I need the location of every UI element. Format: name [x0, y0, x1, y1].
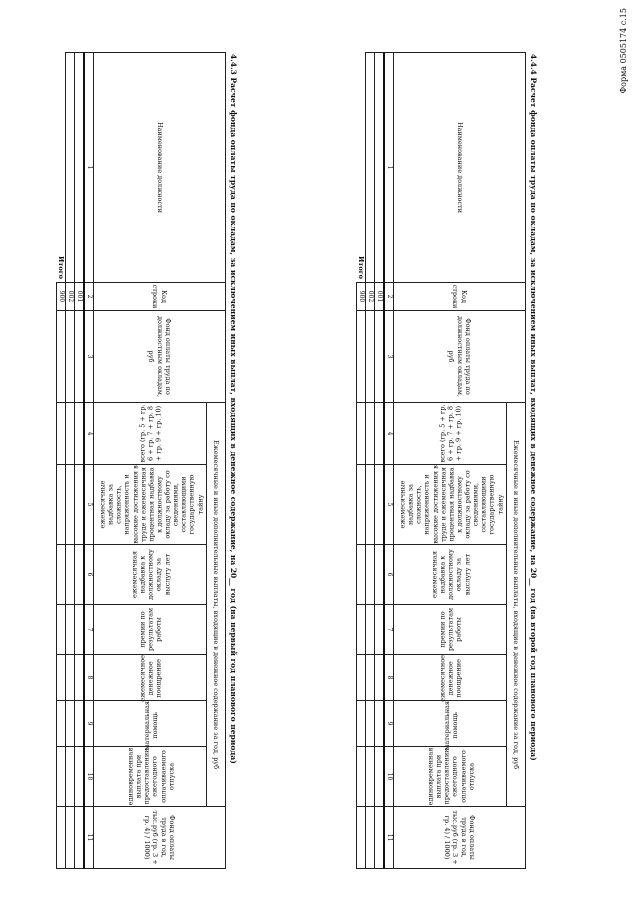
col-header-salary-fund [94, 311, 226, 403]
table-cell[interactable] [57, 403, 66, 465]
header-text: ежемесячное денежное поощрение [138, 655, 163, 702]
payroll-table [356, 52, 526, 869]
table-cell[interactable] [57, 465, 66, 545]
table-cell[interactable] [66, 311, 75, 403]
table-cell[interactable] [57, 807, 66, 869]
table-cell[interactable] [366, 403, 375, 465]
total-label: Итого [356, 256, 365, 279]
header-text: всего (гр. 5 + гр. 6 + гр. 7 + гр. 8 + гр. 9 + гр. 10) [438, 404, 463, 463]
col-header-code [394, 283, 526, 311]
cell-label: 8 [84, 655, 94, 701]
table-cell[interactable] [375, 605, 385, 655]
table-cell[interactable] [357, 311, 366, 403]
table-cell[interactable] [75, 403, 85, 465]
table-cell[interactable] [357, 655, 366, 701]
column-numbers-row [384, 53, 394, 869]
table-cell[interactable] [375, 465, 385, 545]
header-text: Ежемесячные и иные дополнительные выплаты, входящие в денежное содержание за год, руб [212, 440, 221, 769]
section-caption: 4.4.3 Расчет фонда оплаты труда по окладам, за исключением иных выплат, входящих в денежное содержание, на 20__ год (на первый год планового периода) [229, 54, 238, 764]
cell-label: 2 [384, 283, 394, 311]
col-header-group [507, 403, 526, 807]
payroll-table [56, 52, 226, 869]
table-cell[interactable] [366, 545, 375, 605]
input-cell[interactable] [66, 53, 75, 283]
cell-label: 001 [375, 283, 385, 311]
table-cell[interactable] [57, 655, 66, 701]
table-cell[interactable] [75, 701, 85, 747]
col-header-premiums [394, 605, 507, 655]
total-row [357, 53, 366, 869]
table-cell[interactable] [375, 701, 385, 747]
table-cell[interactable] [75, 311, 85, 403]
cell-label: 5 [84, 465, 94, 545]
cell-label: 002 [366, 283, 375, 311]
table-cell[interactable] [66, 605, 75, 655]
table-cell[interactable] [75, 747, 85, 807]
input-cell[interactable] [366, 53, 375, 283]
table-cell[interactable] [57, 701, 66, 747]
col-header-incentive [94, 655, 207, 701]
col-header-bonus-complexity [394, 465, 507, 545]
table-cell[interactable] [66, 545, 75, 605]
header-text: единовременная выплата при предоставлении ежегодного оплачиваемого отпуска [426, 747, 476, 806]
header-text: ежемесячные надбавка за сложность, напряженность и высокие достижения в труде и ежемесячная процентная надбавка к должностному окладу за работу со сведениями, составляющими государственную тайну [398, 465, 504, 544]
table-cell[interactable] [366, 311, 375, 403]
section-caption: 4.4.4 Расчет фонда оплаты труда по окладам, за исключением иных выплат, входящих в денежное содержание, на 20__ год (на второй год планового периода) [529, 54, 538, 761]
table-cell[interactable] [66, 403, 75, 465]
table-cell[interactable] [75, 807, 85, 869]
col-header-annual-fund [94, 807, 226, 869]
table-cell[interactable] [366, 747, 375, 807]
table-cell[interactable] [375, 403, 385, 465]
section-first-year [56, 52, 238, 868]
col-header-vacation-payment [394, 747, 507, 807]
header-text: Код строки [451, 284, 468, 309]
cell-label: 10 [84, 747, 94, 807]
col-header-total [94, 403, 207, 465]
header-text: единовременная выплата при предоставлении ежегодного оплачиваемого отпуска [126, 747, 176, 806]
table-cell[interactable] [375, 807, 385, 869]
input-cell[interactable] [75, 53, 85, 283]
header-text: материальная помощь [142, 701, 159, 750]
col-header-premiums [94, 605, 207, 655]
form-identifier: Форма 0505174 с.15 [619, 8, 628, 94]
header-text: Ежемесячные и иные дополнительные выплаты, входящие в денежное содержание за год, руб [512, 440, 521, 769]
cell-label: 4 [84, 403, 94, 465]
col-header-material-aid [394, 701, 507, 750]
table-row [75, 53, 85, 869]
col-header-position [94, 53, 226, 283]
table-cell[interactable] [357, 465, 366, 545]
total-label: Итого [56, 256, 65, 279]
cell-label: 4 [384, 403, 394, 465]
table-row [366, 53, 375, 869]
table-cell[interactable] [366, 701, 375, 747]
table-cell[interactable] [57, 311, 66, 403]
col-header-incentive [394, 655, 507, 701]
cell-label: 3 [84, 311, 94, 403]
col-header-bonus-complexity [94, 465, 207, 545]
table-cell[interactable] [357, 701, 366, 747]
table-cell[interactable] [66, 655, 75, 701]
table-cell[interactable] [57, 605, 66, 655]
section-second-year [356, 52, 538, 868]
cell-label: 1 [384, 53, 394, 283]
header-text: ежемесячные надбавка за сложность, напряженность и высокие достижения в труде и ежемесячная процентная надбавка к должностному окладу за работу со сведениями, составляющими государственную тайну [98, 465, 204, 544]
table-cell[interactable] [57, 545, 66, 605]
header-text: Код строки [151, 284, 168, 309]
table-cell[interactable] [66, 465, 75, 545]
header-text: ежемесячная надбавка к должностному окладу за выслугу лет [430, 549, 472, 600]
cell-label: 9 [84, 701, 94, 747]
cell-label: 001 [75, 283, 85, 311]
table-cell[interactable] [75, 465, 85, 545]
cell-label: 11 [384, 807, 394, 869]
table-cell[interactable] [357, 403, 366, 465]
table-cell[interactable] [57, 747, 66, 807]
header-text: премии по результатам работы [438, 607, 463, 652]
table-cell[interactable] [366, 807, 375, 869]
table-cell[interactable] [357, 605, 366, 655]
table-cell[interactable] [66, 807, 75, 869]
col-header-seniority [94, 545, 207, 605]
cell-label: 3 [384, 311, 394, 403]
table-cell[interactable] [375, 311, 385, 403]
cell-label: 6 [84, 545, 94, 605]
cell-label: 9 [384, 701, 394, 747]
table-cell[interactable] [75, 605, 85, 655]
cell-label: 1 [84, 53, 94, 283]
header-text: ежемесячное денежное поощрение [438, 655, 463, 702]
table-cell[interactable] [75, 545, 85, 605]
cell-label: 002 [66, 283, 75, 311]
header-text: Фонд оплаты труда в год, тыс.руб (гр. 3 + гр. 4) / 1000) [443, 810, 476, 865]
table-row [66, 53, 75, 869]
input-cell[interactable] [375, 53, 385, 283]
table-cell[interactable] [366, 605, 375, 655]
cell-label: 900 [357, 283, 366, 311]
header-text: материальная помощь [442, 701, 459, 750]
col-header-position [394, 53, 526, 283]
cell-label: 5 [384, 465, 394, 545]
cell-label: 7 [84, 605, 94, 655]
table-cell[interactable] [357, 807, 366, 869]
table-cell[interactable] [375, 655, 385, 701]
header-text: Наименование должности [455, 122, 464, 213]
table-cell[interactable] [357, 545, 366, 605]
table-cell[interactable] [75, 655, 85, 701]
cell-label: 8 [384, 655, 394, 701]
col-header-code [94, 283, 226, 311]
col-header-seniority [394, 545, 507, 605]
cell-label: 6 [384, 545, 394, 605]
header-text: Наименование должности [155, 122, 164, 213]
header-text: Фонд оплаты труда в год, тыс.руб (гр. 3 + гр. 4) / 1000) [143, 810, 176, 865]
col-header-vacation-payment [94, 747, 207, 807]
col-header-salary-fund [394, 311, 526, 403]
header-text: ежемесячная надбавка к должностному окладу за выслугу лет [130, 549, 172, 600]
col-header-material-aid [94, 701, 207, 750]
table-cell[interactable] [357, 747, 366, 807]
table-cell[interactable] [375, 545, 385, 605]
table-cell[interactable] [366, 465, 375, 545]
col-header-group [207, 403, 226, 807]
table-cell[interactable] [66, 701, 75, 747]
cell-label: 2 [84, 283, 94, 311]
header-text: Фонд оплаты труда по должностным окладам, руб [147, 315, 172, 398]
cell-label: 11 [84, 807, 94, 869]
table-cell[interactable] [66, 747, 75, 807]
cell-label: 900 [57, 283, 66, 311]
header-text: Фонд оплаты труда по должностным окладам, руб [447, 315, 472, 398]
col-header-annual-fund [394, 807, 526, 869]
header-text: премии по результатам работы [138, 607, 163, 652]
header-text: всего (гр. 5 + гр. 6 + гр. 7 + гр. 8 + гр. 9 + гр. 10) [138, 404, 163, 463]
cell-label: 10 [384, 747, 394, 807]
column-numbers-row [84, 53, 94, 869]
table-cell[interactable] [366, 655, 375, 701]
cell-label: 7 [384, 605, 394, 655]
table-cell[interactable] [375, 747, 385, 807]
col-header-total [394, 403, 507, 465]
total-row [57, 53, 66, 869]
table-row [375, 53, 385, 869]
